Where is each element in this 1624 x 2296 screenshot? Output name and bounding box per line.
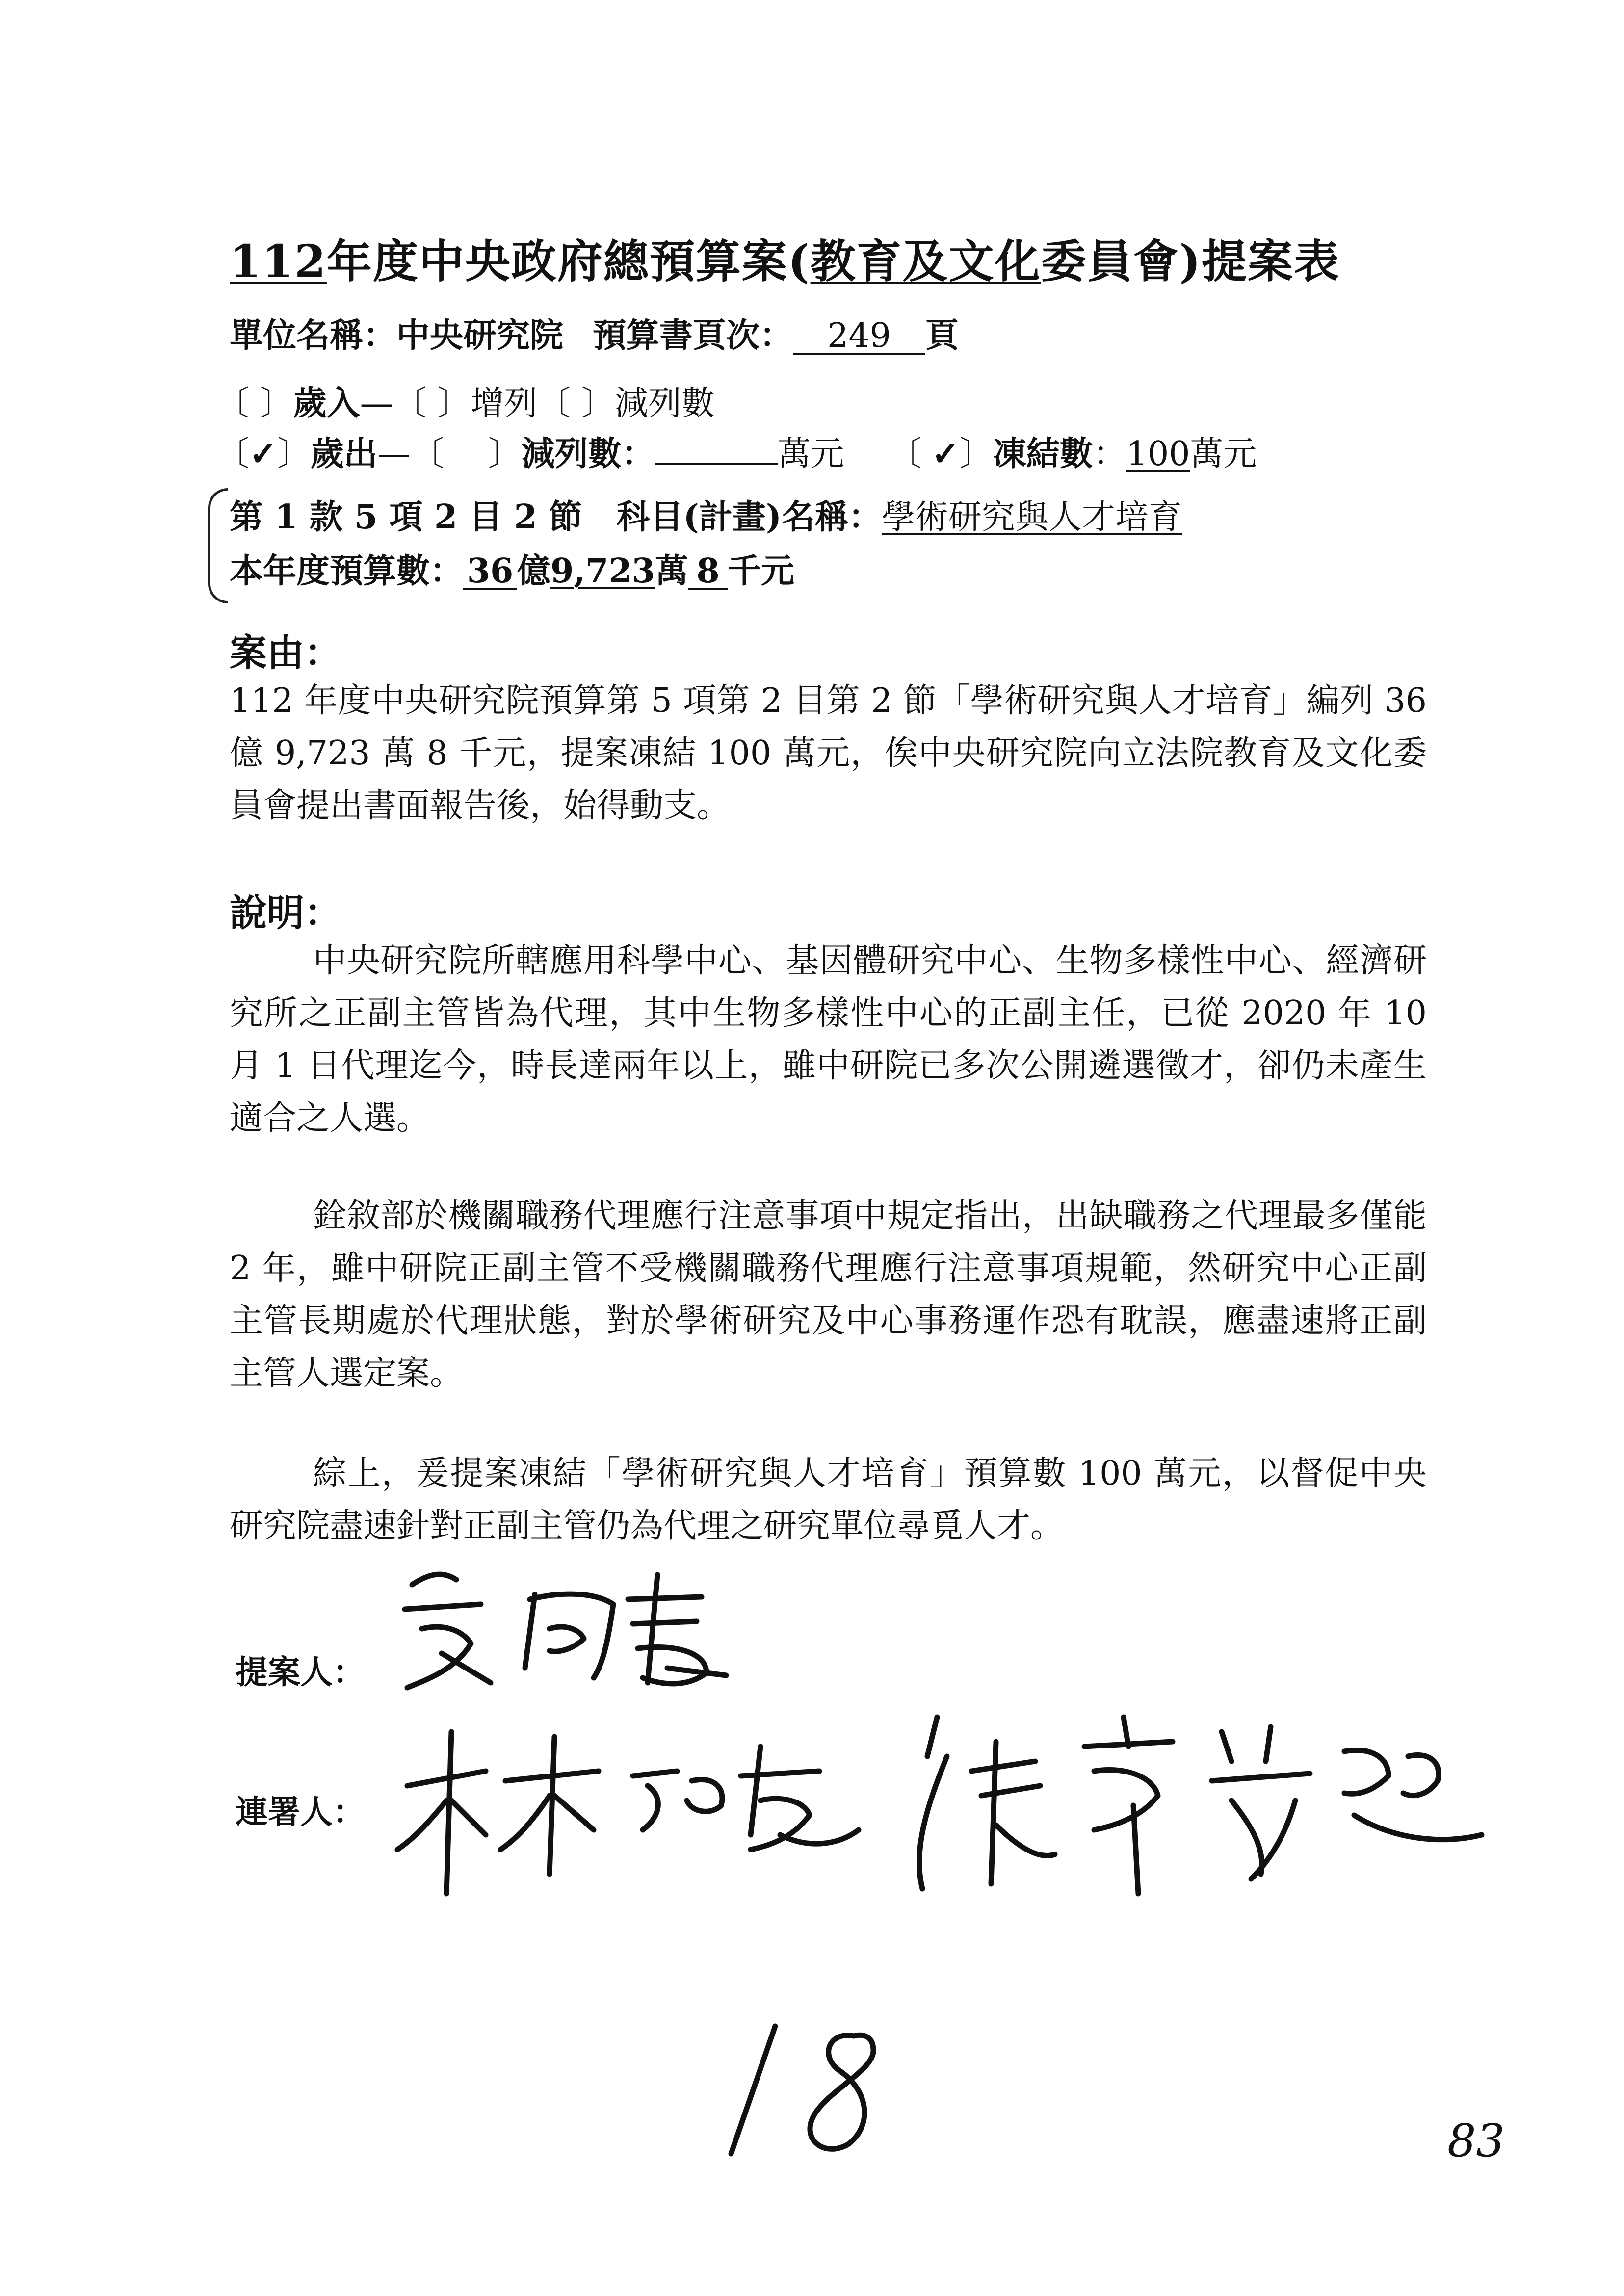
- freeze-colon: ：: [1093, 435, 1126, 473]
- budget-line: [230, 545, 794, 592]
- budget-unit-billion: 億: [517, 551, 551, 591]
- expense-label: 歲出: [311, 434, 378, 473]
- subject-item: 第 1 款 5 項 2 目 2 節: [230, 497, 582, 537]
- page-title: [230, 226, 1340, 290]
- increase-checkbox: 〔 〕: [393, 384, 471, 423]
- title-part2: 委員會)提案表: [1041, 235, 1340, 288]
- expense-dash: —: [377, 435, 411, 473]
- budget-unit-thousand: 千元: [727, 551, 794, 591]
- page-suffix: 頁: [925, 316, 959, 355]
- decrease-label: 減列數: [614, 384, 715, 423]
- explanation-paragraph-2: 銓敘部於機關職務代理應行注意事項中規定指出，出缺職務之代理最多僅能 2 年，雖中研院正副主管不受機關職務代理應行注意事項規範，然研究中心正副主管長期處於代理狀態，對於學術研究及中心事務運作恐有耽誤，應盡速將正副主管人選定案。: [230, 1197, 1427, 1393]
- page-label: 預算書頁次：: [593, 316, 793, 355]
- check-mark-icon: ✓: [249, 434, 277, 473]
- decrease-checkbox: 〔 〕: [537, 384, 615, 423]
- unit-label: 單位名稱：中央研究院: [230, 316, 564, 355]
- page-value: 249: [793, 316, 925, 355]
- expense-box-close: 〕: [277, 435, 311, 473]
- title-part1: 年度中央政府總預算案(: [327, 235, 811, 288]
- subject-line: [230, 491, 1182, 538]
- budget-unit-tenthousand: 萬: [655, 551, 688, 591]
- proposer-signature: [383, 1555, 775, 1702]
- freeze-unit: 萬元: [1190, 435, 1257, 473]
- handwritten-number: [711, 2016, 917, 2164]
- proposer-label: 提案人：: [236, 1653, 365, 1691]
- title-committee: 教育及文化: [810, 235, 1041, 288]
- freeze-label: 凍結數: [993, 434, 1093, 473]
- reason-text: 112 年度中央研究院預算第 5 項第 2 目第 2 節「學術研究與人才培育」編列 36 億 9,723 萬 8 千元，提案凍結 100 萬元，俟中央研究院向立法院教育及文化委員會提出書面報告後，始得動支。: [230, 681, 1427, 825]
- freeze-check-mark-icon: ✓: [931, 434, 960, 473]
- freeze-box-open: 〔: [888, 435, 922, 473]
- budget-label: 本年度預算數：: [230, 551, 464, 591]
- expense-box-open: 〔: [216, 435, 250, 473]
- increase-label: 增列: [471, 384, 538, 423]
- cosigner-label: 連署人：: [236, 1793, 365, 1831]
- revenue-row: [216, 377, 715, 424]
- subject-name-label: 科目(計畫)名稱：: [616, 497, 882, 537]
- budget-value-tenthousand: 9,723: [550, 551, 655, 591]
- budget-value-thousand: 8: [688, 551, 728, 590]
- reason-heading: 案由：: [230, 631, 341, 675]
- revenue-checkbox: 〔 〕: [216, 384, 293, 423]
- handwritten-number-text: 18: [711, 2016, 712, 2017]
- page-number: 83: [1447, 2114, 1505, 2167]
- expense-decrease-label: 減列數：: [521, 434, 655, 473]
- title-year: 112: [230, 235, 327, 288]
- explanation-paragraph-3: 綜上，爰提案凍結「學術研究與人才培育」預算數 100 萬元，以督促中央研究院盡速針對正副主管仍為代理之研究單位尋覓人才。: [230, 1454, 1427, 1545]
- expense-row: [216, 427, 1257, 475]
- expense-decrease-value: [655, 427, 778, 465]
- freeze-value: 100: [1126, 435, 1190, 473]
- budget-value-billion: 36: [463, 551, 517, 590]
- explanation-paragraph-1: 中央研究院所轄應用科學中心、基因體研究中心、生物多樣性中心、經濟研究所之正副主管皆為代理，其中生物多樣性中心的正副主任，已從 2020 年 10 月 1 日代理迄今，時長達兩年以上，雖中研院已多次公開遴選徵才，卻仍未產生適合之人選。: [230, 941, 1427, 1138]
- unit-line: [230, 309, 959, 357]
- explanation-heading: 說明：: [230, 891, 341, 935]
- expense-unit: 萬元: [777, 435, 844, 473]
- subject-name-value: 學術研究與人才培育: [882, 498, 1182, 537]
- cosigner-signature: [388, 1688, 1492, 1913]
- expense-decrease-checkbox: 〔 〕: [411, 435, 522, 473]
- revenue-label: 歲入: [293, 384, 360, 423]
- revenue-dash: —: [360, 384, 393, 423]
- freeze-box-close: 〕: [959, 435, 993, 473]
- bracket-divider: [208, 488, 228, 603]
